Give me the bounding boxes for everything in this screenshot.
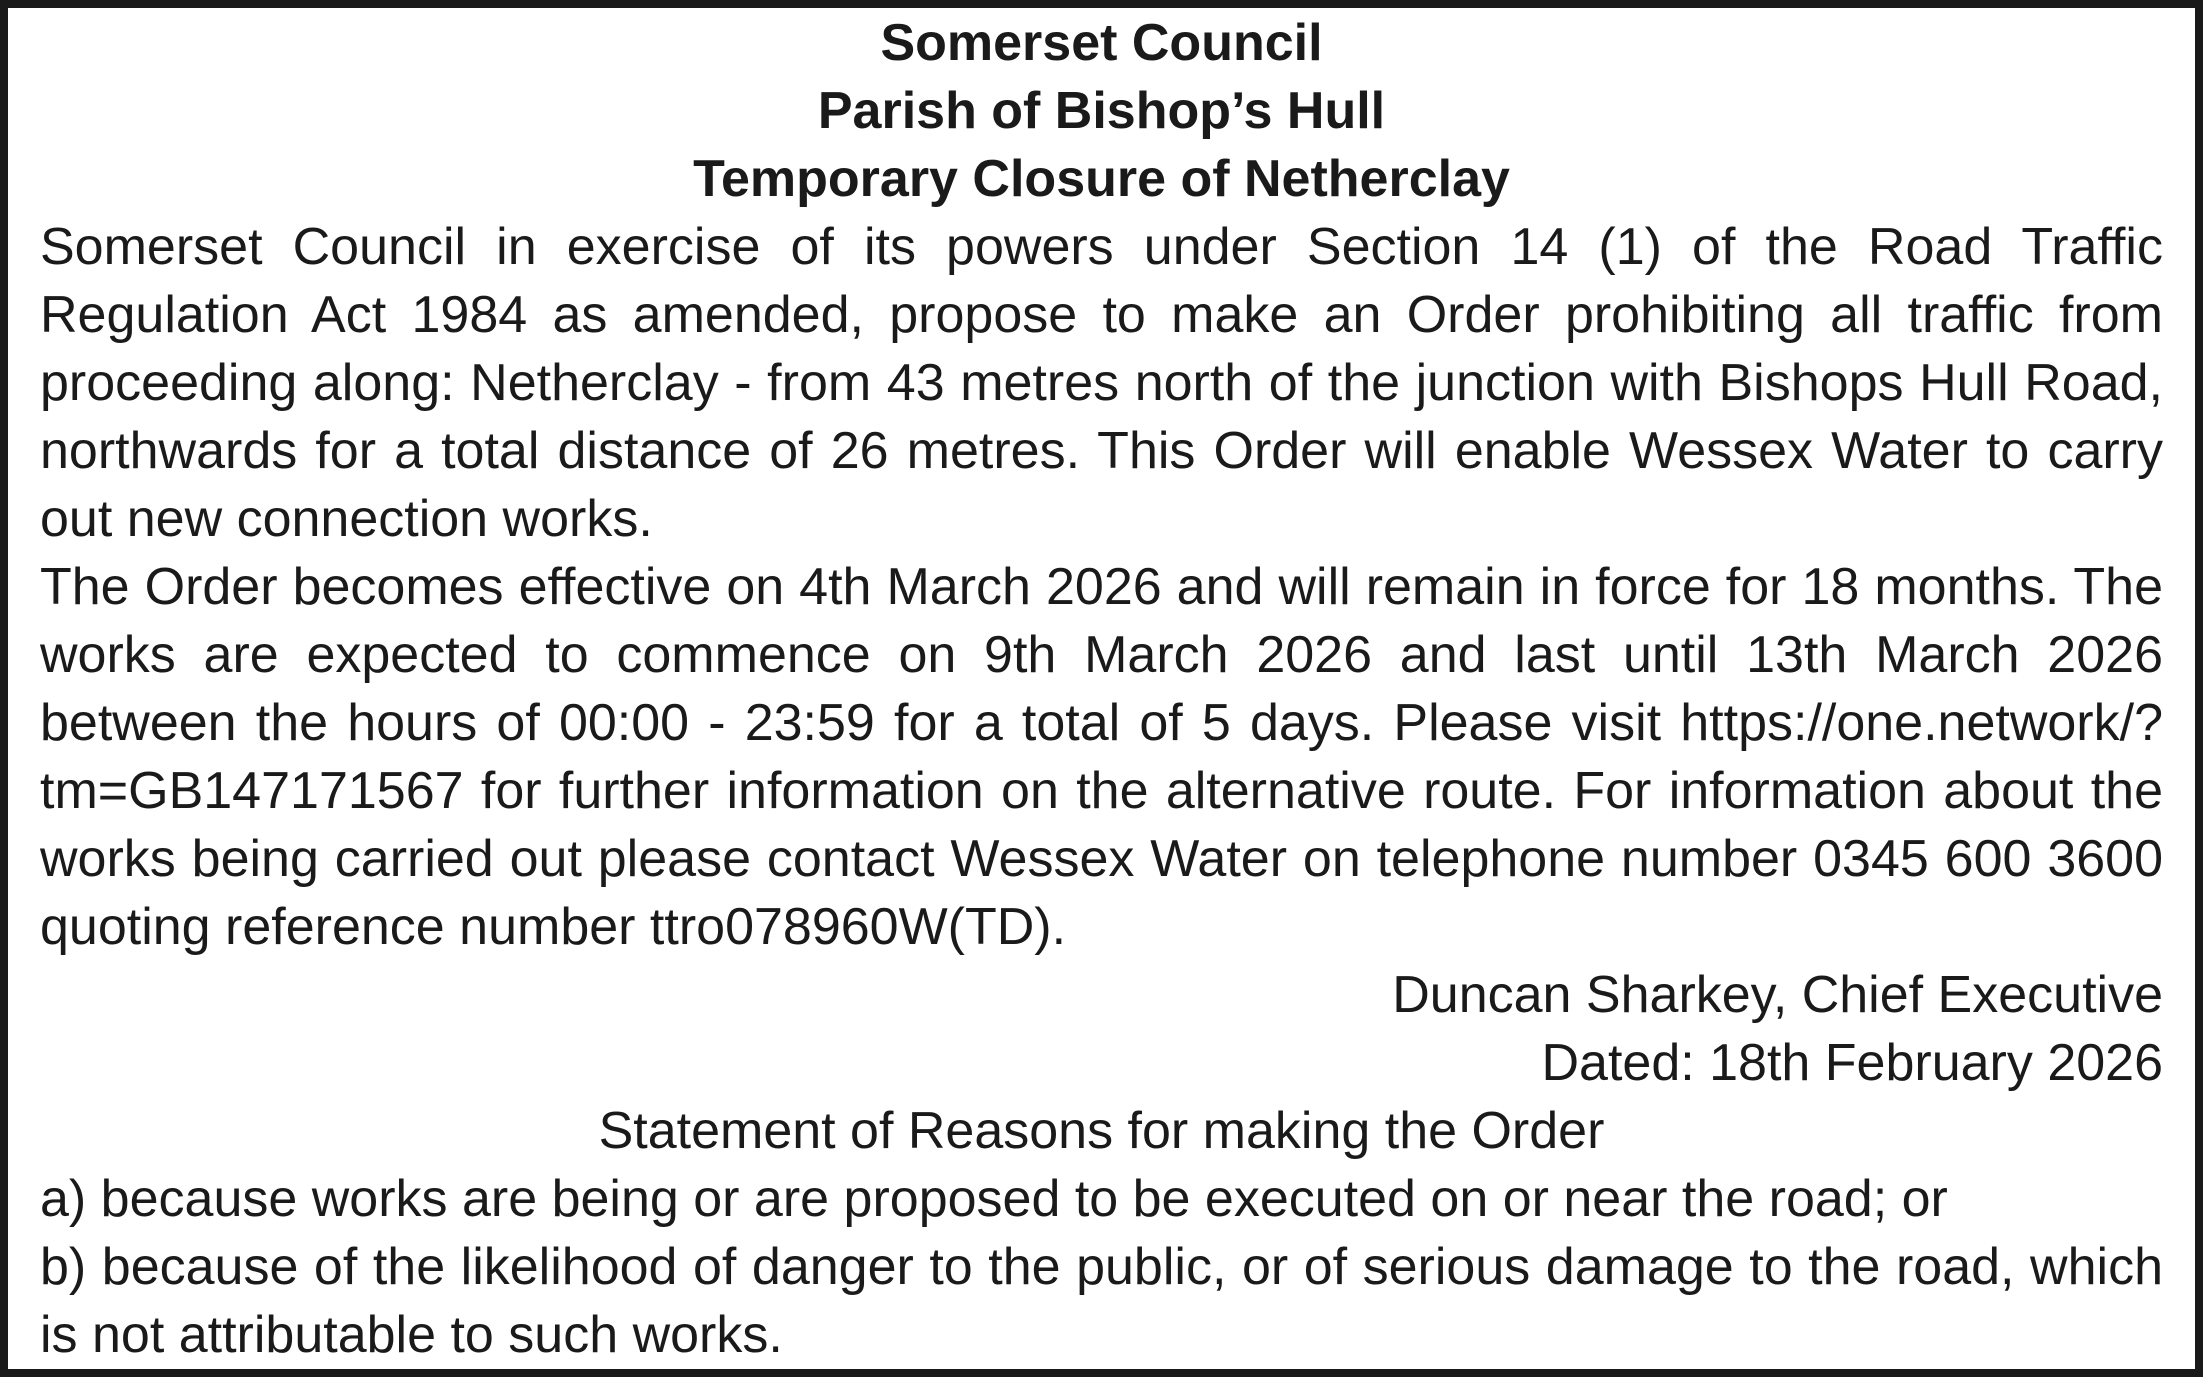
notice-date: Dated: 18th February 2026 xyxy=(1541,1034,2163,1092)
notice-paragraph-order: Somerset Council in exercise of its powers under Section 14 (1) of the Road Traffic Regulation Act 1984 as amended, propose to make an Order prohibiting all traffic from proceeding along: Netherclay - from 43 metres north of the junction with Bishops Hull Road, northwards for a total distance of 26 metres. This Order will enable Wessex Water to carry out new connection works. xyxy=(40,218,2163,548)
notice-title-closure: Temporary Closure of Netherclay xyxy=(693,150,1510,208)
reasons-title: Statement of Reasons for making the Order xyxy=(598,1102,1605,1160)
reason-item-a: a) because works are being or are proposed to be executed on or near the road; or xyxy=(40,1170,1948,1228)
notice-title-parish: Parish of Bishop’s Hull xyxy=(817,82,1386,140)
notice-signature: Duncan Sharkey, Chief Executive xyxy=(1392,966,2163,1024)
notice-title-council: Somerset Council xyxy=(880,14,1323,72)
notice-paragraph-details: The Order becomes effective on 4th March 2026 and will remain in force for 18 months. The works are expected to commence on 9th March 2026 and last until 13th March 2026 between the hours of 00:00 - 23:59 for a total of 5 days. Please visit https://one.network/?tm=GB147171567 for further information on the alternative route. For information about the works being carried out please contact Wessex Water on telephone number 0345 600 3600 quoting reference number ttro078960W(TD). xyxy=(40,558,2163,956)
reason-item-b: b) because of the likelihood of danger to the public, or of serious damage to the road, which is not attributable to such works. xyxy=(40,1238,2163,1364)
